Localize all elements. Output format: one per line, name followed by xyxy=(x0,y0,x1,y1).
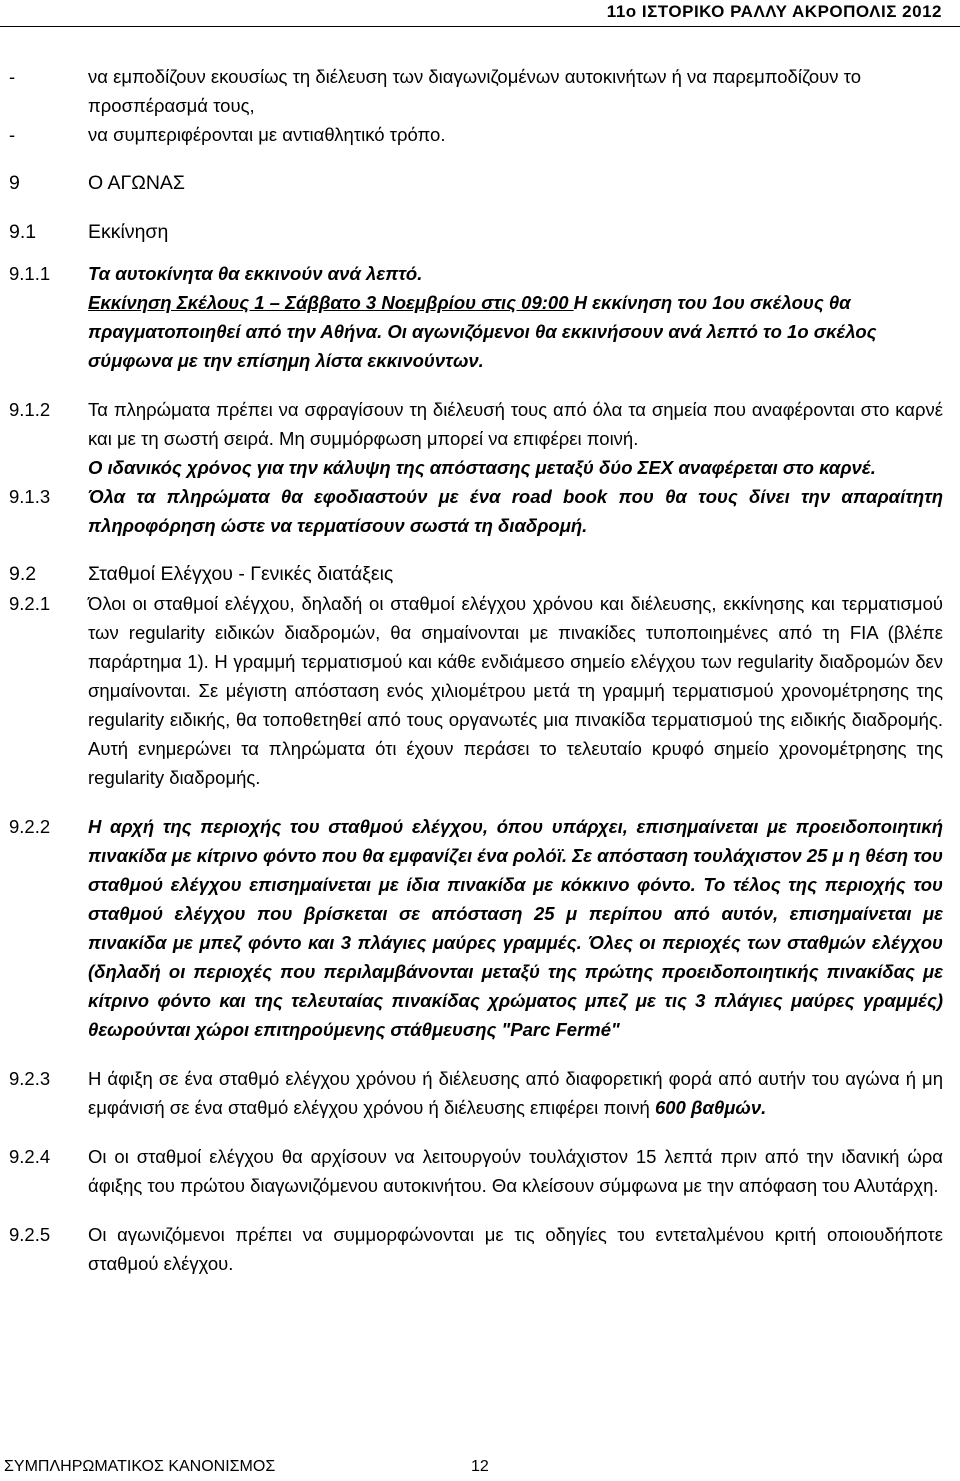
section-heading-9 xyxy=(0,169,960,198)
paragraph-number: 9.2.1 xyxy=(9,593,51,614)
paragraph-text: Όλα τα πληρώματα θα εφοδιαστούν με ένα road book που θα τους δίνει την απαραίτητη πληροφόρηση ώστε να τερματίσουν σωστά τη διαδρομή. xyxy=(88,486,943,536)
paragraph-text xyxy=(88,259,949,375)
paragraph-9-2-4 xyxy=(0,1142,960,1200)
start-time-underlined: Εκκίνηση Σκέλους 1 – Σάββατο 3 Νοεμβρίου στις 09:00 xyxy=(88,292,574,313)
section-number: 9 xyxy=(9,172,20,194)
paragraph-text xyxy=(88,395,949,482)
bullet-text: να συμπεριφέρονται με αντιαθλητικό τρόπο. xyxy=(88,124,446,145)
paragraph-number: 9.1.3 xyxy=(9,486,51,507)
bullet-marker: - xyxy=(9,66,16,87)
page-header xyxy=(0,2,960,22)
paragraph-body: Η άφιξη σε ένα σταθμό ελέγχου χρόνου ή διέλευσης από διαφορετική φορά από αυτήν του αγώνα ή μη εμφάνισή σε ένα σταθμό ελέγχου χρόνου ή διέλευσης επιφέρει ποινή xyxy=(88,1068,943,1118)
section-heading-9-2 xyxy=(0,560,960,589)
paragraph-number: 9.2.2 xyxy=(9,816,51,837)
paragraph-9-1-3 xyxy=(0,482,960,540)
section-number: 9.1 xyxy=(9,221,37,243)
section-number: 9.2 xyxy=(9,563,37,585)
paragraph-number: 9.1.2 xyxy=(9,399,51,420)
bullet-item xyxy=(0,62,960,120)
paragraph-text: Η αρχή της περιοχής του σταθμού ελέγχου, όπου υπάρχει, επισημαίνεται με προειδοποιητική πινακίδα με κίτρινο φόντο που θα εμφανίζει ένα ρολόϊ. Σε απόσταση τουλάχιστον 25 μ η θέση του σταθμού ελέγχου επισημαίνεται με ίδια πινακίδα με κόκκινο φόντο. Το τέλος της περιοχής του σταθμού ελέγχου που βρίσκεται σε απόσταση 25 μ περίπου από αυτόν, επισημαίνεται με πινακίδα με μπεζ φόντο και 3 πλάγιες μαύρες γραμμές. Όλες οι περιοχές των σταθμών ελέγχου (δηλαδή οι περιοχές που περιλαμβάνονται μεταξύ της πρώτης προειδοποιητικής πινακίδας με κίτρινο φόντο και της τελευταίας πινακίδας χρώματος μπεζ με τις 3 πλάγιες μαύρες γραμμές) θεωρούνται χώροι επιτηρούμενης στάθμευσης "Parc Fermé" xyxy=(88,816,943,1040)
paragraph-9-2-1 xyxy=(0,589,960,792)
paragraph-9-2-3 xyxy=(0,1064,960,1122)
document-body xyxy=(0,62,960,1278)
section-title: Σταθμοί Ελέγχου - Γενικές διατάξεις xyxy=(88,563,394,585)
bullet-text: να εμποδίζουν εκουσίως τη διέλευση των διαγωνιζομένων αυτοκινήτων ή να παρεμποδίζουν το προσπέρασμά τους, xyxy=(88,66,862,116)
section-title: Ο ΑΓΩΝΑΣ xyxy=(88,172,185,194)
paragraph-number: 9.2.5 xyxy=(9,1224,51,1245)
paragraph-bold: Ο ιδανικός χρόνος για την κάλυψη της απόστασης μεταξύ δύο ΣΕΧ αναφέρεται στο καρνέ. xyxy=(88,457,876,478)
footer-title: ΣΥΜΠΛΗΡΩΜΑΤΙΚΟΣ ΚΑΝΟΝΙΣΜΟΣ xyxy=(4,1458,276,1475)
paragraph-9-1-2 xyxy=(0,395,960,482)
paragraph-9-2-5 xyxy=(0,1220,960,1278)
paragraph-rest: Η εκκίνηση του 1ου σκέλους θα πραγματοποιηθεί από την Αθήνα. Οι αγωνιζόμενοι θα εκκινήσουν ανά λεπτό το 1ο σκέλος σύμφωνα με την επίσημη λίστα εκκινούντων. xyxy=(88,292,877,371)
paragraph-body: Τα πληρώματα πρέπει να σφραγίσουν τη διέλευσή τους από όλα τα σημεία που αναφέρονται στο καρνέ και με τη σωστή σειρά. Μη συμμόρφωση μπορεί να επιφέρει ποινή. xyxy=(88,399,943,449)
paragraph-number: 9.2.4 xyxy=(9,1146,51,1167)
header-rule xyxy=(0,26,960,27)
paragraph-line: Τα αυτοκίνητα θα εκκινούν ανά λεπτό. xyxy=(88,263,423,284)
section-heading-9-1 xyxy=(0,218,960,247)
paragraph-number: 9.2.3 xyxy=(9,1068,51,1089)
header-title: 11ο ΙΣΤΟΡΙΚΟ ΡΑΛΛΥ ΑΚΡΟΠΟΛΙΣ 2012 xyxy=(606,2,942,21)
paragraph-text: Οι αγωνιζόμενοι πρέπει να συμμορφώνονται με τις οδηγίες του εντεταλμένου κριτή οποιουδήποτε σταθμού ελέγχου. xyxy=(88,1224,943,1274)
paragraph-9-2-2 xyxy=(0,812,960,1044)
bullet-marker: - xyxy=(9,124,16,145)
section-title: Εκκίνηση xyxy=(88,221,169,243)
paragraph-number: 9.1.1 xyxy=(9,263,51,284)
paragraph-text xyxy=(88,1064,949,1122)
bullet-item xyxy=(0,120,960,149)
paragraph-text: Οι οι σταθμοί ελέγχου θα αρχίσουν να λειτουργούν τουλάχιστον 15 λεπτά πριν από την ιδανική ώρα άφιξης του πρώτου διαγωνιζόμενου αυτοκινήτου. Θα κλείσουν σύμφωνα με την απόφαση του Αλυτάρχη. xyxy=(88,1146,943,1196)
paragraph-text: Όλοι οι σταθμοί ελέγχου, δηλαδή οι σταθμοί ελέγχου χρόνου και διέλευσης, εκκίνησης και τερματισμού των regularity ειδικών διαδρομών, θα σημαίνονται με πινακίδες τυποποιημένες από τη FIA (βλέπε παράρτημα 1). Η γραμμή τερματισμού και κάθε ενδιάμεσο σημείο ελέγχου των regularity διαδρομών δεν σημαίνονται. Σε μέγιστη απόσταση ενός χιλιομέτρου μετά τη γραμμή τερματισμού χρονομέτρησης της regularity ειδικής, θα τοποθετηθεί από τους οργανωτές μια πινακίδα τερματισμού της ειδικής διαδρομής. Αυτή ενημερώνει τα πληρώματα ότι έχουν περάσει το τελευταίο κρυφό σημείο χρονομέτρησης της regularity διαδρομής. xyxy=(88,593,943,788)
paragraph-9-1-1 xyxy=(0,259,960,375)
penalty-points: 600 βαθμών. xyxy=(654,1097,767,1118)
page-number: 12 xyxy=(471,1458,489,1475)
